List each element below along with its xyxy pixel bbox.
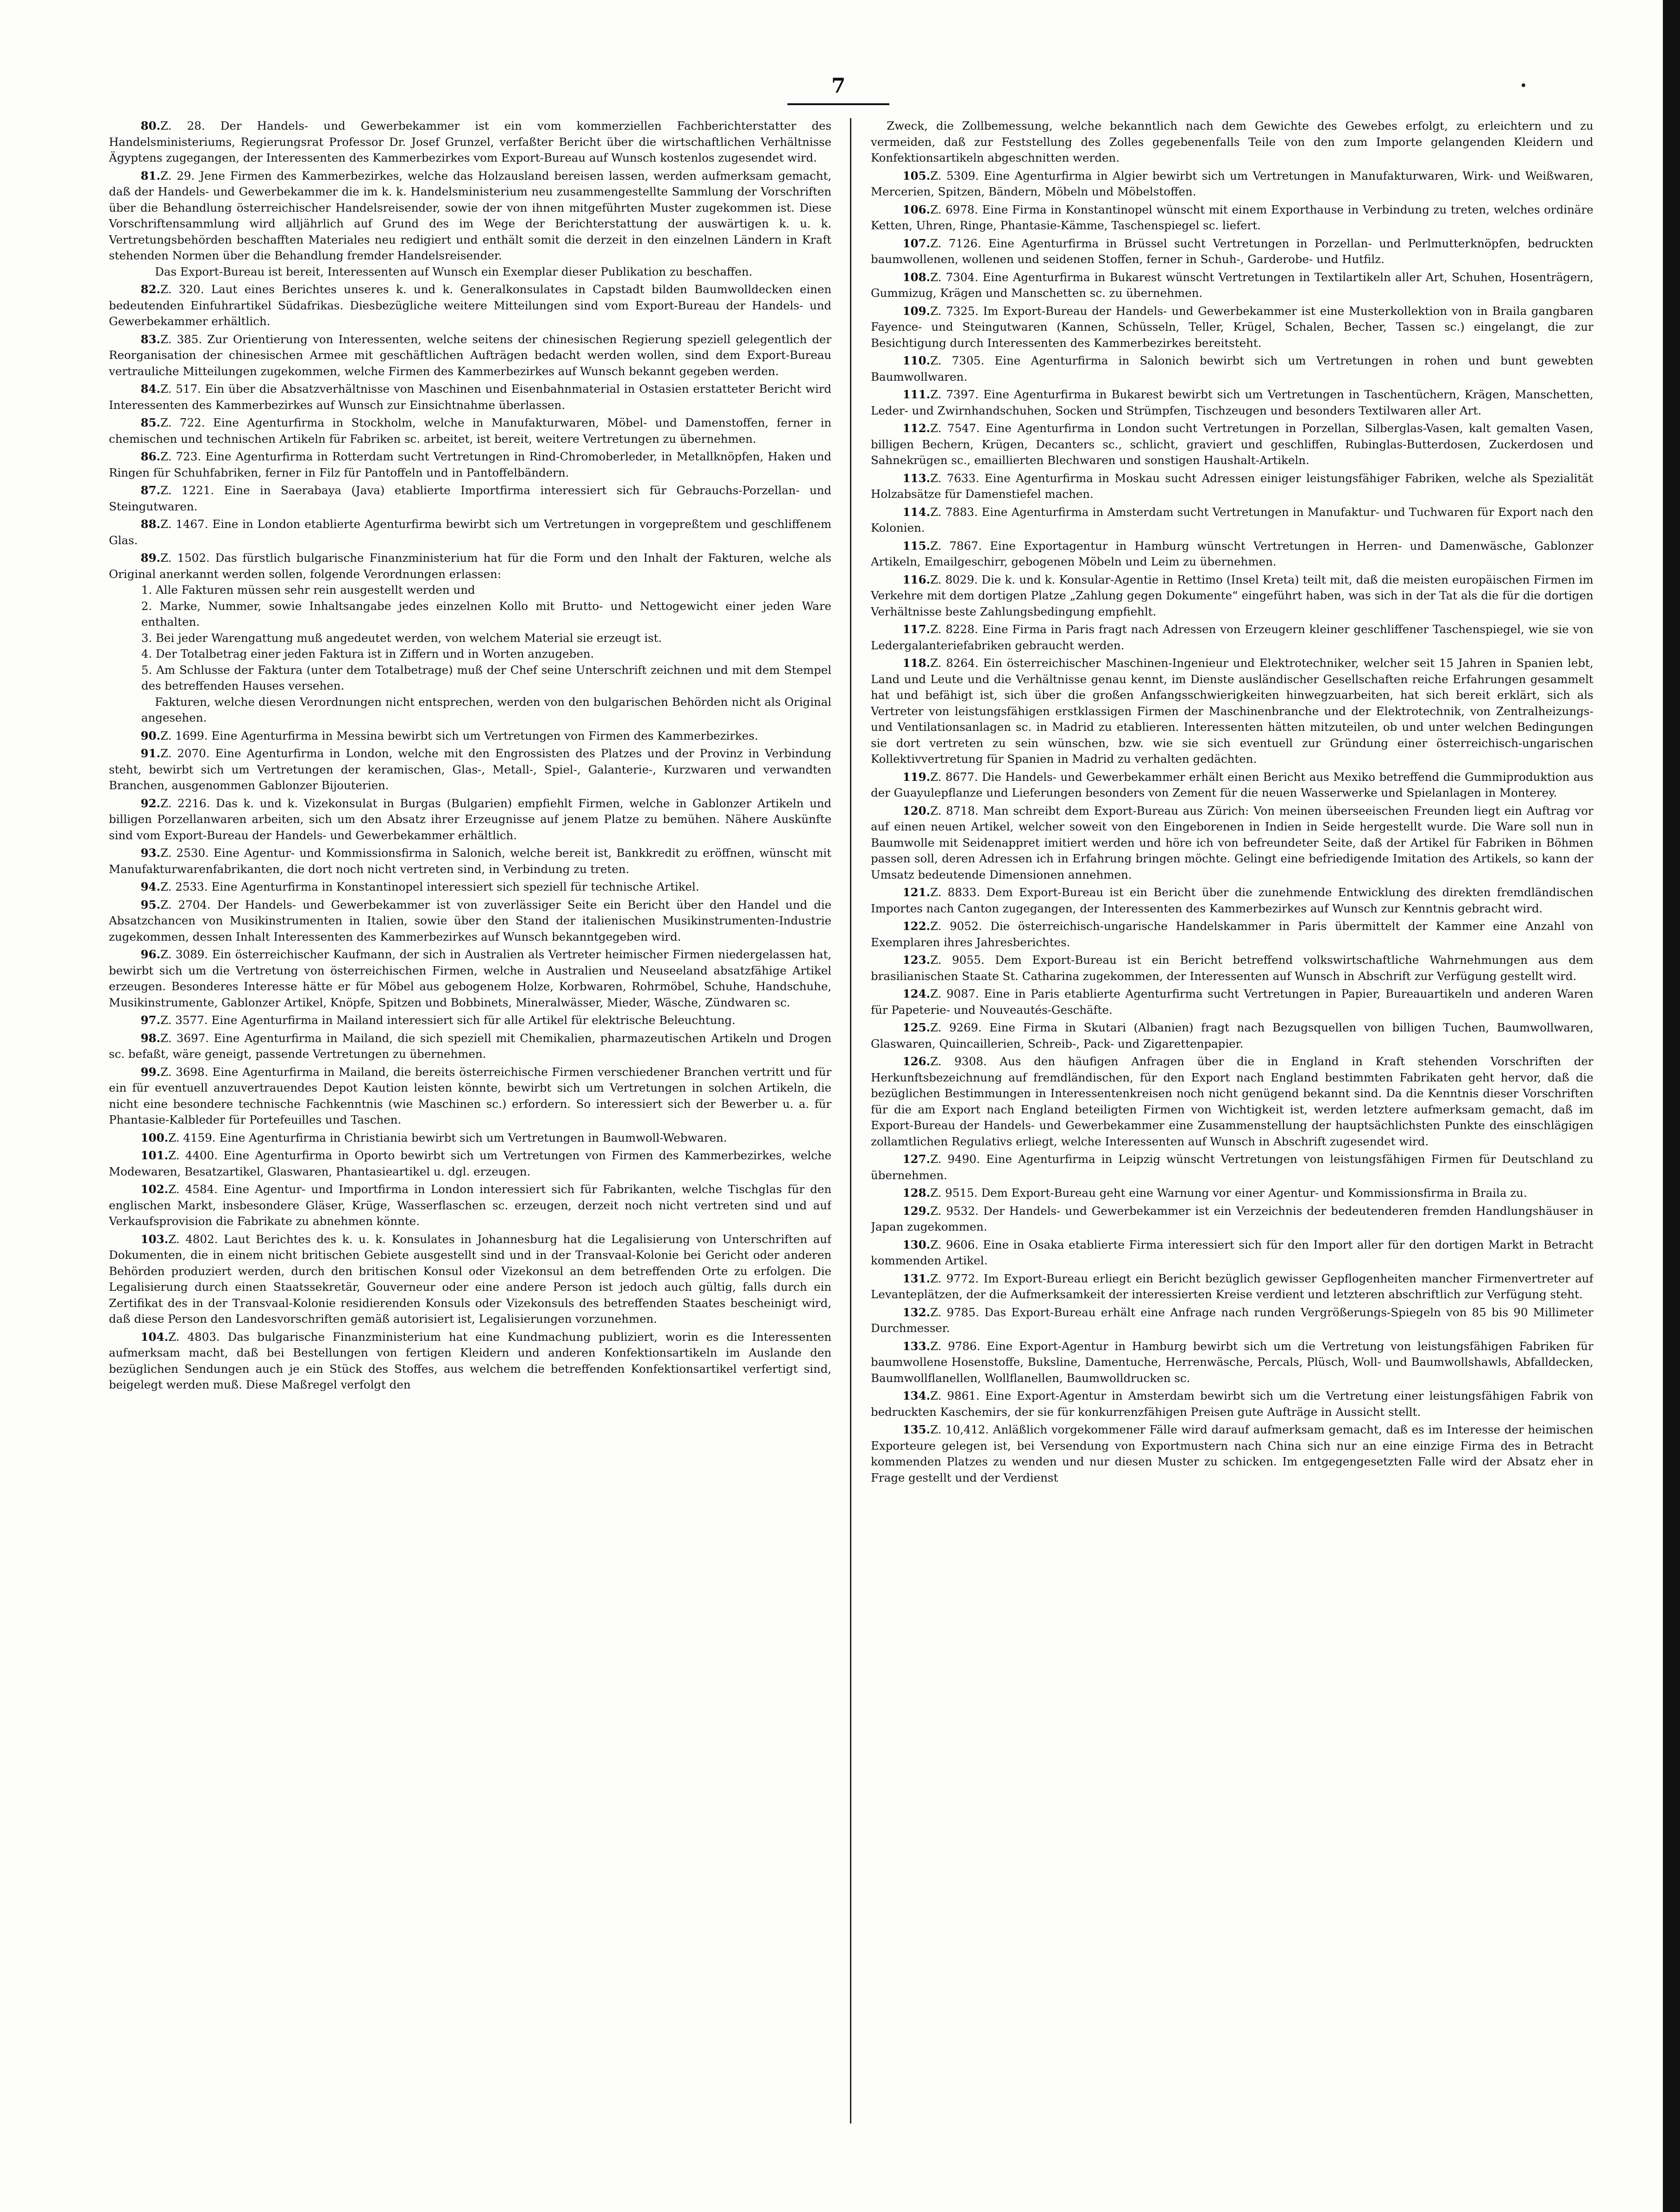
left-column xyxy=(109,118,831,2133)
notice-number: 94. xyxy=(140,880,161,893)
notice-number: 115. xyxy=(902,539,931,553)
notice-entry xyxy=(109,1232,831,1327)
notice-tail: Fakturen, welche diesen Verordnungen nicht entsprechen, werden von den bulgarischen Behörden nicht als Original angesehen. xyxy=(141,695,831,724)
notice-text xyxy=(109,1012,831,1029)
notice-entry xyxy=(109,1130,831,1146)
notice-number: 83. xyxy=(140,332,161,346)
notice-text xyxy=(109,879,831,895)
notice-entry xyxy=(109,118,831,166)
notice-text xyxy=(871,1422,1593,1486)
notice-number: 119. xyxy=(902,770,931,784)
notice-entry xyxy=(871,1388,1593,1420)
notice-number: 91. xyxy=(140,747,161,760)
notice-text xyxy=(871,168,1593,200)
notice-text xyxy=(109,1148,831,1180)
notice-entry xyxy=(871,803,1593,883)
notice-entry xyxy=(109,728,831,744)
notice-text xyxy=(871,353,1593,385)
notice-text xyxy=(109,746,831,794)
notice-number: 81. xyxy=(140,169,161,182)
notice-entry xyxy=(871,986,1593,1018)
notice-body: Z. 3697. Eine Agenturfirma in Mailand, die sich speziell mit Chemikalien, pharmazeutischen Artikeln und Drogen sc. befaßt, wäre geneigt, passende Vertretungen zu übernehmen. xyxy=(109,1031,831,1061)
notice-entry xyxy=(109,449,831,481)
notice-body: Z. 8029. Die k. und k. Konsular-Agentie in Rettimo (Insel Kreta) teilt mit, daß die meisten europäischen Firmen im Verkehre mit dem dortigen Platze „Zahlung gegen Dokumente“ eingeführt haben, was sich in der Tat als die für die dortigen Verhältnisse beste Zahlungsbedingung empfiehlt. xyxy=(871,572,1593,618)
notice-text xyxy=(871,202,1593,234)
notice-number: 89. xyxy=(140,551,161,565)
notice-text xyxy=(109,168,831,264)
notice-text xyxy=(871,803,1593,883)
notice-body: Z. 517. Ein über die Absatzverhältnisse von Maschinen und Eisenbahnmaterial in Ostasien erstatteter Bericht wird Interessenten des Kammerbezirkes auf Wunsch zur Einsichtnahme überlassen. xyxy=(109,382,831,412)
notice-text xyxy=(109,282,831,330)
notice-body: Z. 723. Eine Agenturfirma in Rotterdam sucht Vertretungen in Rind-Chromoberleder, in Metallknöpfen, Haken und Ringen für Schuhfabriken, ferner in Filz für Pantoffeln und in Pantoffelbändern. xyxy=(109,450,831,479)
notice-body: Z. 6978. Eine Firma in Konstantinopel wünscht mit einem Exporthause in Verbindung zu treten, welches ordinäre Ketten, Uhren, Ringe, Phantasie-Kämme, Taschenspiegel sc. liefert. xyxy=(871,202,1593,232)
notice-body: Z. 385. Zur Orientierung von Interessenten, welche seitens der chinesischen Regierung speziell gelegentlich der Reorganisation der chinesischen Armee mit geschäftlichen Aufträgen bedacht werden wollen, sind dem Export-Bureau vertrauliche Mitteilungen zugekommen, welche Firmen des Kammerbezirkes auf Wunsch bekannt gegeben werden. xyxy=(109,332,831,378)
scan-edge xyxy=(1663,0,1680,2212)
notice-number: 80. xyxy=(140,119,161,132)
notice-text xyxy=(109,897,831,945)
notice-body: Z. 9786. Eine Export-Agentur in Hamburg bewirbt sich um die Vertretung von leistungsfähigen Fabriken für baumwollene Hosenstoffe, Buksline, Damentuche, Herrenwäsche, Percals, Plüsch, Woll- und Baumwollshawls, Abfalldecken, Baumwollflanellen, Wollflanellen, Baumwolldrucken sc. xyxy=(871,1339,1593,1385)
notice-number: 123. xyxy=(902,953,931,967)
ink-dot xyxy=(1522,83,1525,87)
notice-number: 108. xyxy=(902,270,931,284)
notice-entry xyxy=(871,1151,1593,1183)
notice-number: 104. xyxy=(140,1330,169,1344)
notice-body: Z. 9861. Eine Export-Agentur in Amsterdam bewirbt sich um die Vertretung einer leistungsfähigen Fabrik von bedruckten Kaschemirs, der sie für konkurrenzfähigen Preisen gute Aufträge in Aussicht stellt. xyxy=(871,1389,1593,1419)
notice-entry xyxy=(871,303,1593,352)
notice-entry xyxy=(109,483,831,515)
notice-entry xyxy=(871,504,1593,536)
notice-number: 128. xyxy=(902,1186,931,1200)
notice-number: 132. xyxy=(902,1305,931,1319)
notice-list-item: 4. Der Totalbetrag einer jeden Faktura ist in Ziffern und in Worten anzugeben. xyxy=(141,647,594,660)
notice-body: Z. 9490. Eine Agenturfirma in Leipzig wünscht Vertretungen von leistungsfähigen Firmen für Deutschland zu übernehmen. xyxy=(871,1152,1593,1182)
notice-entry xyxy=(871,1422,1593,1486)
notice-number: 135. xyxy=(902,1423,931,1436)
notice-number: 116. xyxy=(902,572,931,586)
notice-body: Z. 8677. Die Handels- und Gewerbekammer erhält einen Bericht aus Mexiko betreffend die Gummiproduktion aus der Guayulepflanze und Lieferungen besonders von Zement für die neuen Wasserwerke und Spielanlagen in Monterey. xyxy=(871,770,1593,799)
notice-text xyxy=(109,947,831,1011)
column-divider xyxy=(850,118,851,2124)
notice-entry xyxy=(109,845,831,877)
notice-number: 125. xyxy=(902,1021,931,1034)
notice-text xyxy=(871,471,1593,503)
notice-list-item: 2. Marke, Nummer, sowie Inhaltsangabe jedes einzelnen Kollo mit Brutto- und Nettogewicht einer jeden Ware enthalten. xyxy=(141,599,831,628)
notice-body: Z. 29. Jene Firmen des Kammerbezirkes, welche das Holzausland bereisen lassen, werden aufmerksam gemacht, daß der Handels- und Gewerbekammer die im k. k. Handelsministerium neu zusammengestellte Sammlung der Vorschriften über die Behandlung österreichischer Handelsreisender, sowie der von ihnen mitgeführten Muster zugekommen ist. Diese Vorschriftensammlung wird alljährlich auf Grund des im Wege der Berichterstattung der auswärtigen k. u. k. Vertretungsbehörden beschafften Materiales neu redigiert und enthält somit die derzeit in den einzelnen Ländern in Kraft stehenden Normen über die Behandlung fremder Handelsreisender. xyxy=(109,169,831,262)
notice-number: 109. xyxy=(902,304,931,318)
notice-text xyxy=(871,885,1593,917)
notice-text xyxy=(871,952,1593,984)
notice-body: Z. 2533. Eine Agenturfirma in Konstantinopel interessiert sich speziell für technische Artikel. xyxy=(160,880,699,893)
notice-entry xyxy=(109,1012,831,1029)
notice-number: 103. xyxy=(140,1232,169,1246)
notice-body: Z. 4159. Eine Agenturfirma in Christiania bewirbt sich um Vertretungen in Baumwoll-Webwaren. xyxy=(168,1131,727,1144)
notice-entry xyxy=(871,769,1593,801)
notice-body: Z. 2216. Das k. und k. Vizekonsulat in Burgas (Bulgarien) empfiehlt Firmen, welche in Gablonzer Artikeln und billigen Porzellanwaren arbeiten, sich um den Absatz ihrer Erzeugnisse auf jenem Platze zu bemühen. Nähere Auskünfte sind vom Export-Bureau der Handels- und Gewerbekammer erhältlich. xyxy=(109,796,831,842)
notice-text xyxy=(109,516,831,548)
notice-entry xyxy=(109,550,831,726)
notice-text xyxy=(871,572,1593,620)
notice-body: Z. 8833. Dem Export-Bureau ist ein Bericht über die zunehmende Entwicklung des direkten fremdländischen Importes nach Canton zugegangen, der Interessenten des Kammerbezirkes auf Wunsch zur Kenntnis gebracht wird. xyxy=(871,886,1593,915)
notice-number: 121. xyxy=(902,886,931,899)
notice-body: Z. 10,412. Anläßlich vorgekommener Fälle wird darauf aufmerksam gemacht, daß es im Interesse der heimischen Exporteure gelegen ist, bei Versendung von Exportmustern nach China sich nur an eine einzige Firma des in Betracht kommenden Platzes zu wenden und nur diesen Muster zu schicken. Im entgegengesetzten Falle wird der Absatz eher in Frage gestellt und der Verdienst xyxy=(871,1423,1593,1484)
notice-number: 90. xyxy=(140,729,161,742)
notice-body: Z. 7867. Eine Exportagentur in Hamburg wünscht Vertretungen in Herren- und Damenwäsche, Gablonzer Artikeln, Emailgeschirr, gebogenen Möbeln und Leim zu übernehmen. xyxy=(871,539,1593,568)
notice-text xyxy=(109,415,831,447)
notice-number: 86. xyxy=(140,450,161,463)
notice-body: Z. 7325. Im Export-Bureau der Handels- und Gewerbekammer ist eine Musterkollektion von in Braila gangbaren Fayence- und Steingutwaren (Kannen, Schüsseln, Teller, Krügel, Schalen, Becher, Tassen sc.) eingelangt, die zur Besichtigung durch Interessenten des Kammerbezirkes bereitsteht. xyxy=(871,304,1593,350)
notice-body: Z. 9785. Das Export-Bureau erhält eine Anfrage nach runden Vergrößerungs-Spiegeln von 85 bis 90 Millimeter Durchmesser. xyxy=(871,1305,1593,1335)
notice-body: Z. 1467. Eine in London etablierte Agenturfirma bewirbt sich um Vertretungen in vorgepreßtem und geschliffenem Glas. xyxy=(109,517,831,547)
notice-number: 106. xyxy=(902,202,931,216)
notice-body: Z. 9515. Dem Export-Bureau geht eine Warnung vor einer Agentur- und Kommissionsfirma in Braila zu. xyxy=(930,1186,1527,1200)
notice-entry xyxy=(109,332,831,380)
notice-text xyxy=(109,449,831,481)
notice-entry xyxy=(871,168,1593,200)
notice-entry xyxy=(871,236,1593,268)
header-rule xyxy=(787,103,889,105)
right-column xyxy=(871,118,1593,2133)
notice-entry xyxy=(871,1185,1593,1201)
notice-number: 105. xyxy=(902,169,931,182)
notice-entry xyxy=(871,572,1593,620)
notice-body: Z. 9269. Eine Firma in Skutari (Albanien) fragt nach Bezugsquellen von billigen Tuchen, Baumwollwaren, Glaswaren, Quincaillerien, Schreib-, Pack- und Zigarettenpapier. xyxy=(871,1021,1593,1050)
notice-text xyxy=(871,421,1593,469)
notice-entry xyxy=(109,897,831,945)
notice-body: Zweck, die Zollbemessung, welche bekanntlich nach dem Gewichte des Gewebes erfolgt, zu erleichtern und zu vermeiden, daß zur Feststellung des Zolles gegebenenfalls Teile von den zum Importe gelangenden Kleidern und Konfektionsartikeln abgeschnitten werden. xyxy=(871,119,1593,164)
notice-text xyxy=(871,986,1593,1018)
notice-number: 118. xyxy=(902,656,931,670)
notice-text xyxy=(871,1305,1593,1337)
notice-number: 122. xyxy=(902,919,931,933)
notice-text xyxy=(109,845,831,877)
notice-entry xyxy=(871,270,1593,302)
notice-text xyxy=(109,381,831,413)
notice-entry xyxy=(109,1148,831,1180)
notice-entry xyxy=(871,952,1593,984)
notice-number: 82. xyxy=(140,283,161,296)
notice-text xyxy=(871,1020,1593,1052)
notice-body: Z. 1502. Das fürstlich bulgarische Finanzministerium hat für die Form und den Inhalt der Fakturen, welche als Original anerkannt werden sollen, folgende Verordnungen erlassen: xyxy=(109,551,831,581)
notice-body: Z. 7547. Eine Agenturfirma in London sucht Vertretungen in Porzellan, Silberglas-Vasen, kalt gemalten Vasen, billigen Bechern, Krügen, Decanters sc., schlicht, graviert und geschliffen, Rubinglas-Butterdosen, Zuckerdosen und Sahnekrügen sc., emaillierten Blechwaren und sonstigen Haushalt-Artikeln. xyxy=(871,421,1593,467)
notice-text xyxy=(109,483,831,515)
notice-number: 95. xyxy=(140,898,161,911)
notice-text xyxy=(109,1181,831,1230)
notice-text xyxy=(871,655,1593,767)
notice-text xyxy=(109,550,831,582)
notice-body: Z. 5309. Eine Agenturfirma in Algier bewirbt sich um Vertretungen in Manufakturwaren, Wirk- und Weißwaren, Mercerien, Spitzen, Bändern, Möbeln und Möbelstoffen. xyxy=(871,169,1593,198)
notice-body: Z. 8228. Eine Firma in Paris fragt nach Adressen von Erzeugern kleiner geschliffener Taschenspiegel, wie sie von Ledergalanteriefabriken gebraucht werden. xyxy=(871,622,1593,652)
notice-number: 96. xyxy=(140,948,161,961)
notice-body: Z. 9055. Dem Export-Bureau ist ein Bericht betreffend volkswirtschaftliche Wahrnehmungen aus dem brasilianischen Staate St. Catharina zugekommen, der Interessenten auf Wunsch in Abschrift zur Verfügung gestellt wird. xyxy=(871,953,1593,983)
notice-entry xyxy=(109,282,831,330)
notice-entry xyxy=(871,118,1593,166)
notice-body: Z. 8718. Man schreibt dem Export-Bureau aus Zürich: Von meinen überseeischen Freunden liegt ein Auftrag vor auf einen neuen Artikel, welcher soweit von den Eingeborenen in Indien in Seide hergestellt wurde. Die Ware soll nun in Baumwolle mit Seidenappret imitiert werden und höre ich von befreundeter Seite, daß der Artikel für Fabriken in Böhmen passen soll, deren Adressen ich in Erfahrung bringen möchte. Gelingt eine befriedigende Imitation des Artikels, so kann der Umsatz bedeutende Dimensionen annehmen. xyxy=(871,804,1593,881)
notice-number: 101. xyxy=(140,1149,169,1162)
notice-text xyxy=(109,728,831,744)
notice-number: 98. xyxy=(140,1031,161,1045)
notice-entry xyxy=(871,538,1593,570)
notice-entry xyxy=(871,387,1593,419)
notice-number: 113. xyxy=(902,471,931,485)
notice-number: 110. xyxy=(902,354,931,367)
notice-number: 85. xyxy=(140,416,161,429)
notice-list-item: 3. Bei jeder Warengattung muß angedeutet werden, von welchem Material sie erzeugt ist. xyxy=(141,631,662,645)
notice-entry xyxy=(109,1181,831,1230)
notice-text xyxy=(871,303,1593,352)
notice-entry xyxy=(871,622,1593,654)
notice-number: 133. xyxy=(902,1339,931,1353)
notice-body: Z. 2070. Eine Agenturfirma in London, welche mit den Engrossisten des Platzes und der Provinz in Verbindung steht, bewirbt sich um Vertretungen der keramischen, Glas-, Metall-, Spiel-, Galanterie-, Kurzwaren und verwandten Branchen, ausgenommen Gablonzer Bijouterien. xyxy=(109,747,831,792)
notice-body: Z. 7883. Eine Agenturfirma in Amsterdam sucht Vertretungen in Manufaktur- und Tuchwaren für Export nach den Kolonien. xyxy=(871,505,1593,534)
notice-entry xyxy=(871,655,1593,767)
notice-entry xyxy=(871,1339,1593,1387)
notice-number: 124. xyxy=(902,987,931,1000)
notice-number: 92. xyxy=(140,796,161,810)
notice-entry xyxy=(109,746,831,794)
notice-number: 84. xyxy=(140,382,161,396)
notice-entry xyxy=(871,1237,1593,1269)
notice-number: 87. xyxy=(140,484,161,497)
notice-entry xyxy=(871,1203,1593,1235)
notice-text xyxy=(871,1237,1593,1269)
notice-number: 127. xyxy=(902,1152,931,1166)
notice-body: Z. 4400. Eine Agenturfirma in Oporto bewirbt sich um Vertretungen von Firmen des Kammerbezirkes, welche Modewaren, Besatzartikel, Glaswaren, Phantasieartikel u. dgl. erzeugen. xyxy=(109,1149,831,1178)
notice-number: 120. xyxy=(902,804,931,817)
notice-body: Z. 2704. Der Handels- und Gewerbekammer ist von zuverlässiger Seite ein Bericht über den Handel und die Absatzchancen von Musikinstrumenten in Italien, sowie über den Stand der italienischen Musikinstrumenten-Industrie zugekommen, dessen Inhalt Interessenten des Kammerbezirkes auf Wunsch bekanntgegeben wird. xyxy=(109,898,831,943)
notice-text xyxy=(871,622,1593,654)
notice-text xyxy=(871,538,1593,570)
notice-body: Z. 9606. Eine in Osaka etablierte Firma interessiert sich für den Import aller für den dortigen Markt in Betracht kommenden Artikel. xyxy=(871,1238,1593,1267)
notice-body: Z. 7126. Eine Agenturfirma in Brüssel sucht Vertretungen in Porzellan- und Perlmutterknöpfen, bedruckten baumwollenen, wollenen und seidenen Stoffen, ferner in Schuh-, Garderobe- und Hutfilz. xyxy=(871,236,1593,266)
notice-text xyxy=(871,1388,1593,1420)
notice-entry xyxy=(109,796,831,844)
notice-text xyxy=(871,236,1593,268)
notice-text xyxy=(871,387,1593,419)
notice-number: 126. xyxy=(902,1055,931,1068)
notice-entry xyxy=(109,1064,831,1128)
notice-body: Z. 4584. Eine Agentur- und Importfirma in London interessiert sich für Fabrikanten, welche Tischglas für den englischen Markt, insbesondere Gläser, Krüge, Wasserflaschen sc. erzeugen, derzeit noch nicht vertreten sind und auf Verkaufsprovision die Fabrikate zu abnehmen könnte. xyxy=(109,1182,831,1228)
page-header xyxy=(787,74,889,105)
notice-number: 114. xyxy=(902,505,931,519)
notice-entry xyxy=(109,1031,831,1062)
notice-body: Z. 1221. Eine in Saerabaya (Java) etablierte Importfirma interessiert sich für Gebrauchs-Porzellan- und Steingutwaren. xyxy=(109,484,831,513)
notice-number: 97. xyxy=(140,1013,161,1027)
notice-entry xyxy=(871,1054,1593,1150)
notice-text xyxy=(871,769,1593,801)
notice-text xyxy=(871,1151,1593,1183)
notice-entry xyxy=(871,353,1593,385)
notice-entry xyxy=(871,918,1593,950)
notice-text xyxy=(109,118,831,166)
notice-text xyxy=(109,796,831,844)
notice-list-item: 5. Am Schlusse der Faktura (unter dem Totalbetrage) muß der Chef seine Unterschrift zeichnen und mit dem Stempel des betreffenden Hauses versehen. xyxy=(141,663,831,692)
notice-number: 131. xyxy=(902,1271,931,1285)
notice-body: Z. 9532. Der Handels- und Gewerbekammer ist ein Verzeichnis der bedeutenderen fremden Handlungshäuser in Japan zugekommen. xyxy=(871,1204,1593,1233)
notice-body: Z. 4803. Das bulgarische Finanzministerium hat eine Kundmachung publiziert, worin es die Interessenten aufmerksam macht, daß bei Bestellungen von fertigen Kleidern und anderen Konfektionsartikeln im Auslande den bezüglichen Sendungen auch je ein Stück des Stoffes, aus welchem die betreffenden Konfektionsartikel verfertigt sind, beigelegt werden muß. Diese Maßregel verfolgt den xyxy=(109,1330,831,1391)
notice-text xyxy=(109,1329,831,1393)
notice-entry xyxy=(871,202,1593,234)
notice-number: 88. xyxy=(140,517,161,531)
notice-text xyxy=(109,1031,831,1062)
notice-text xyxy=(871,1185,1593,1201)
notice-number: 134. xyxy=(902,1389,931,1402)
notice-body: Z. 3089. Ein österreichischer Kaufmann, der sich in Australien als Vertreter heimischer Firmen niedergelassen hat, bewirbt sich um die Vertretung von österreichischen Firmen, welche in Australien und Neuseeland absatzfähige Artikel erzeugen. Besonderes Interesse hätte er für Möbel aus gebogenem Holze, Korbwaren, Rohrmöbel, Schuhe, Handschuhe, Musikinstrumente, Gablonzer Artikel, Knöpfe, Spitzen und Bobbinets, Mineralwässer, Mieder, Wäsche, Zündwaren sc. xyxy=(109,948,831,1009)
notice-entry xyxy=(871,421,1593,469)
notice-text xyxy=(871,1203,1593,1235)
notice-entry xyxy=(109,415,831,447)
notice-entry xyxy=(109,381,831,413)
notice-entry xyxy=(109,879,831,895)
notice-number: 102. xyxy=(140,1182,169,1196)
notice-body: Z. 1699. Eine Agenturfirma in Messina bewirbt sich um Vertretungen von Firmen des Kammerbezirkes. xyxy=(160,729,758,742)
notice-list-item: 1. Alle Fakturen müssen sehr rein ausgestellt werden und xyxy=(141,583,475,597)
notice-number: 129. xyxy=(902,1204,931,1218)
notice-body: Z. 9052. Die österreichisch-ungarische Handelskammer in Paris übermittelt der Kammer eine Anzahl von Exemplaren ihres Jahresberichtes. xyxy=(871,919,1593,949)
notice-text xyxy=(871,1271,1593,1303)
notice-text xyxy=(871,270,1593,302)
notice-body: Z. 320. Laut eines Berichtes unseres k. und k. Generalkonsulates in Capstadt bilden Baumwolldecken einen bedeutenden Einfuhrartikel Südafrikas. Diesbezügliche weitere Mitteilungen sind vom Export-Bureau der Handels- und Gewerbekammer erhältlich. xyxy=(109,283,831,328)
notice-text xyxy=(109,1232,831,1327)
notice-number: 111. xyxy=(902,388,931,401)
notice-text xyxy=(871,118,1593,166)
notice-entry xyxy=(871,471,1593,503)
notice-number: 99. xyxy=(140,1065,161,1079)
notice-text xyxy=(109,1064,831,1128)
notice-body: Z. 3577. Eine Agenturfirma in Mailand interessiert sich für alle Artikel für elektrische Beleuchtung. xyxy=(160,1013,736,1027)
page-number: 7 xyxy=(831,74,846,98)
notice-body: Z. 8264. Ein österreichischer Maschinen-Ingenieur und Elektrotechniker, welcher seit 15 Jahren in Spanien lebt, Land und Leute und die Verhältnisse genau kennt, im Dienste ausländischer Gesellschaften reiche Erfahrungen gesammelt hat und befähigt ist, sich über die großen Anfangsschwierigkeiten hinwegzuarbeiten, hat sich bereit erklärt, sich als Vertreter von leistungsfähigen erstklassigen Firmen der Maschinenbranche und der Elektrotechnik, von Zentralheizungs- und Ventilationsanlagen sc. in Madrid zu etablieren. Interessenten hätten mitzuteilen, ob und unter welchen Bedingungen sie dort vertreten zu sein wünschen, bzw. wie sie sich eventuell zur Gründung einer österreichisch-ungarischen Kollektivvertretung für Spanien in Madrid zu verhalten gedächten. xyxy=(871,656,1593,766)
notice-text xyxy=(871,1339,1593,1387)
notice-body: Z. 9772. Im Export-Bureau erliegt ein Bericht bezüglich gewisser Gepflogenheiten mancher Firmenvertreter auf Levanteplätzen, der die Aufmerksamkeit der interessierten Kreise verdient und letzteren abschriftlich zur Verfügung steht. xyxy=(871,1271,1593,1301)
notice-number: 112. xyxy=(902,421,931,435)
notice-body: Z. 9087. Eine in Paris etablierte Agenturfirma sucht Vertretungen in Papier, Bureauartikeln und anderen Waren für Papeterie- und Nouveautés-Geschäfte. xyxy=(871,987,1593,1017)
notice-number: 100. xyxy=(140,1131,169,1144)
notice-body: Z. 7397. Eine Agenturfirma in Bukarest bewirbt sich um Vertretungen in Taschentüchern, Krägen, Manschetten, Leder- und Zwirnhandschuhen, Socken und Strümpfen, Tischzeugen und besonders Textilwaren aller Art. xyxy=(871,388,1593,417)
notice-entry xyxy=(109,947,831,1011)
notice-entry xyxy=(871,1305,1593,1337)
notice-entry xyxy=(109,516,831,548)
notice-entry xyxy=(871,885,1593,917)
notice-entry xyxy=(871,1020,1593,1052)
notice-number: 107. xyxy=(902,236,931,250)
notice-body: Z. 7633. Eine Agenturfirma in Moskau sucht Adressen einiger leistungsfähiger Fabriken, welche als Spezialität Holzabsätze für Damenstiefel machen. xyxy=(871,471,1593,501)
notice-text xyxy=(871,918,1593,950)
notice-body: Z. 4802. Laut Berichtes des k. u. k. Konsulates in Johannesburg hat die Legalisierung von Unterschriften auf Dokumenten, die in einem nicht britischen Gebiete ausgestellt sind und in der Transvaal-Kolonie bei Gericht oder anderen Behörden produziert werden, durch den britischen Konsul oder Vizekonsul an dem betreffenden Orte zu erfolgen. Die Legalisierung durch einen Staatssekretär, Gouverneur oder eine andere Person ist jedoch auch gültig, falls durch ein Zertifikat des in der Transvaal-Kolonie residierenden Konsuls oder Vizekonsuls des betreffenden Staates bescheinigt wird, daß diese Person den Landesvorschriften gemäß autorisiert ist, Legalisierungen vorzunehmen. xyxy=(109,1232,831,1326)
notice-body: Z. 2530. Eine Agentur- und Kommissionsfirma in Salonich, welche bereit ist, Bankkredit zu eröffnen, wünscht mit Manufakturwarenfabrikanten, die dort noch nicht vertreten sind, in Verbindung zu treten. xyxy=(109,846,831,876)
notice-number: 130. xyxy=(902,1238,931,1251)
notice-body: Z. 9308. Aus den häufigen Anfragen über die in England in Kraft stehenden Vorschriften der Herkunftsbezeichnung auf fremdländischen, für den Export nach England bestimmten Fabrikaten geht hervor, daß die bezüglichen Bestimmungen in Interessentenkreisen noch nicht genügend bekannt sind. Da die Kenntnis dieser Vorschriften für die am Export nach England beteiligten Firmen von Wichtigkeit ist, werden letztere aufmerksam gemacht, daß im Export-Bureau der Handels- und Gewerbekammer eine Zusammenstellung der hauptsächlichsten Punkte des einschlägigen zollamtlichen Regulativs erliegt, welche Interessenten auf Wunsch in Abschrift zugesendet wird. xyxy=(871,1055,1593,1148)
notice-body: Z. 7305. Eine Agenturfirma in Salonich bewirbt sich um Vertretungen in rohen und bunt gewebten Baumwollwaren. xyxy=(871,354,1593,383)
notice-text xyxy=(871,504,1593,536)
notice-text xyxy=(109,1130,831,1146)
notice-number: 93. xyxy=(140,846,161,860)
notice-entry xyxy=(109,168,831,280)
notice-tail: Das Export-Bureau ist bereit, Interessenten auf Wunsch ein Exemplar dieser Publikation zu beschaffen. xyxy=(155,264,753,278)
notice-body: Z. 722. Eine Agenturfirma in Stockholm, welche in Manufakturwaren, Möbel- und Damenstoffen, ferner in chemischen und technischen Artikeln für Fabriken sc. arbeitet, ist bereit, weitere Vertretungen zu übernehmen. xyxy=(109,416,831,446)
notice-body: Z. 3698. Eine Agenturfirma in Mailand, die bereits österreichische Firmen verschiedener Branchen vertritt und für ein für eventuell anzuvertrauendes Depot Kaution leisten könnte, bewirbt sich um Vertretungen in solchen Artikeln, die nicht eine besondere technische Fachkenntnis (wie Maschinen sc.) erfordern. So interessiert sich der Bewerber u. a. für Phantasie-Kalbleder für Portefeuilles und Taschen. xyxy=(109,1065,831,1126)
notice-body: Z. 28. Der Handels- und Gewerbekammer ist ein vom kommerziellen Fachberichterstatter des Handelsministeriums, Regierungsrat Professor Dr. Josef Grunzel, verfaßter Bericht über die wirtschaftlichen Verhältnisse Ägyptens zugegangen, der Interessenten des Kammerbezirkes vom Export-Bureau auf Wunsch kostenlos zugesendet wird. xyxy=(109,119,831,164)
notice-body: Z. 7304. Eine Agenturfirma in Bukarest wünscht Vertretungen in Textilartikeln aller Art, Schuhen, Hosenträgern, Gummizug, Krägen und Manschetten sc. zu übernehmen. xyxy=(871,270,1593,300)
notice-number: 117. xyxy=(902,622,931,636)
notice-entry xyxy=(871,1271,1593,1303)
notice-text xyxy=(109,332,831,380)
notice-entry xyxy=(109,1329,831,1393)
notice-text xyxy=(871,1054,1593,1150)
